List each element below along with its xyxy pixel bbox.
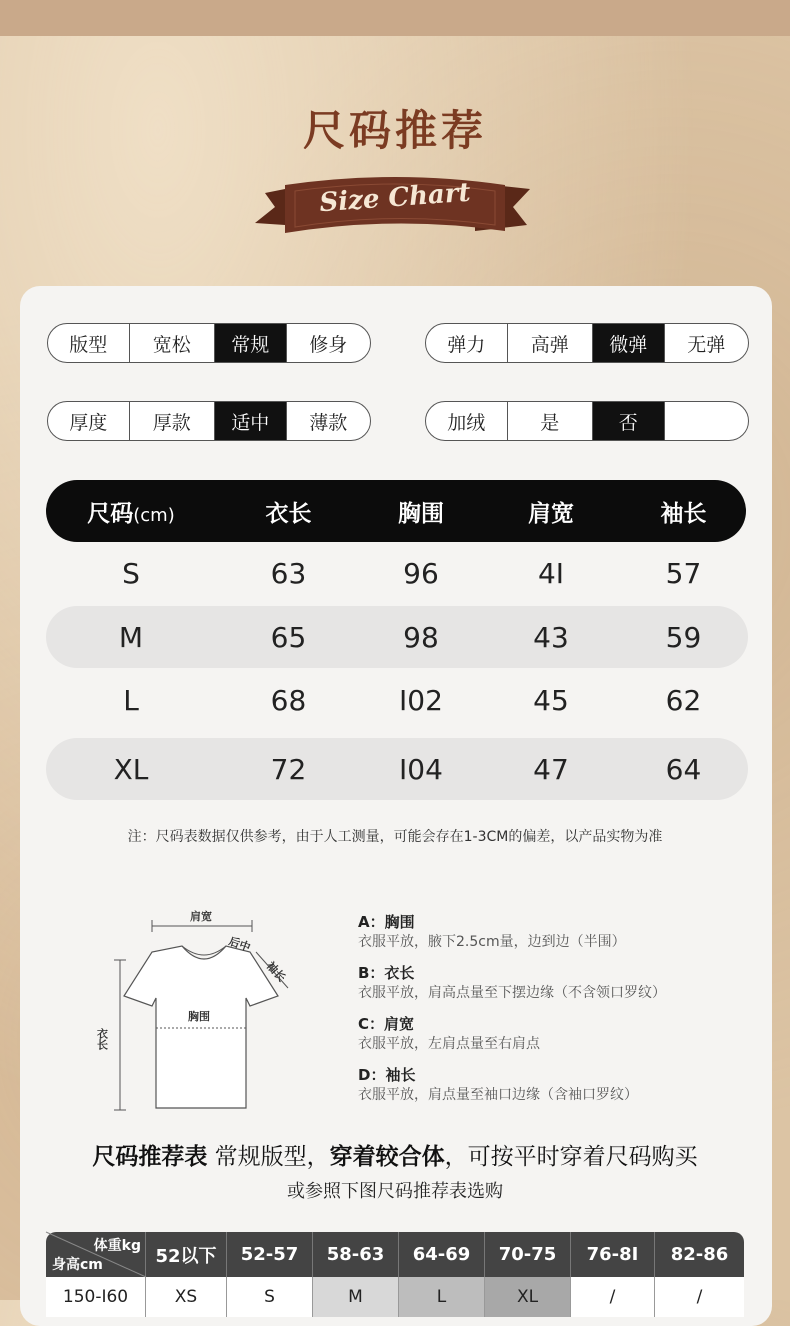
measure-item-shoulder: [358, 1014, 758, 1055]
attribute-thickness: [47, 401, 371, 441]
weight-range: 64-69: [399, 1232, 485, 1277]
cell-size: XL: [113, 752, 149, 786]
measurement-guide: [358, 912, 758, 1116]
option-high-stretch: 高弹: [508, 324, 593, 362]
label-shoulder: 肩宽: [190, 910, 212, 923]
cell-shoulder: 43: [533, 620, 569, 654]
recommendation-title: [0, 1138, 790, 1171]
header-sleeve: 袖长: [660, 500, 707, 527]
rec-size: /: [571, 1277, 655, 1317]
corner-weight-label: 体重kg: [93, 1238, 141, 1254]
rec-title-rest: 常规版型，: [207, 1144, 330, 1170]
measure-desc: 衣服平放，肩高点量至下摆边缘（不含领口罗纹）: [358, 985, 666, 1001]
measure-title: D：袖长: [358, 1066, 416, 1084]
cell-size: S: [122, 556, 140, 590]
option-empty: [665, 402, 748, 440]
measure-item-sleeve: [358, 1065, 758, 1106]
attribute-label: 弹力: [426, 324, 508, 362]
option-regular-selected: 常规: [215, 324, 287, 362]
measure-title: A：胸围: [358, 913, 415, 931]
label-chest: 胸围: [188, 1010, 210, 1023]
measure-title: C：肩宽: [358, 1015, 415, 1033]
recommendation-table: [46, 1232, 744, 1317]
cell-length: 72: [270, 752, 307, 786]
cell-size: L: [123, 683, 139, 717]
header-unit: (cm): [133, 504, 175, 526]
attribute-label: 版型: [48, 324, 130, 362]
cell-shoulder: 47: [533, 752, 569, 786]
rec-table-row: [46, 1277, 744, 1317]
ribbon-text: Size Chart: [318, 177, 472, 219]
cell-chest: I02: [399, 683, 443, 717]
weight-range: 82-86: [670, 1244, 729, 1265]
size-row-m: [46, 606, 748, 668]
rec-title-bold: 尺码推荐表: [92, 1144, 208, 1170]
page-title: 尺码推荐: [302, 106, 487, 155]
label-sleeve: 袖长: [263, 959, 289, 985]
rec-table-header: [46, 1232, 744, 1277]
rec-size: S: [227, 1277, 313, 1317]
measure-item-chest: [358, 912, 758, 953]
weight-range: 58-63: [313, 1232, 399, 1277]
label-length: 衣长: [95, 1028, 109, 1050]
cell-sleeve: 59: [665, 620, 702, 654]
cell-shoulder: 45: [533, 683, 569, 717]
option-yes: 是: [508, 402, 593, 440]
attribute-fleece: [425, 401, 749, 441]
cell-chest: I04: [399, 752, 443, 786]
weight-range: 52-57: [227, 1232, 313, 1277]
header-chest: 胸围: [398, 500, 444, 527]
option-no-stretch: 无弹: [687, 333, 726, 356]
disclaimer-note: 注：尺码表数据仅供参考，由于人工测量，可能会存在1-3CM的偏差，以产品实物为准: [127, 829, 663, 845]
cell-sleeve: 57: [665, 556, 702, 590]
header-size-label: 尺码: [87, 500, 134, 527]
weight-range: 70-75: [485, 1232, 571, 1277]
option-thick: 厚款: [130, 402, 215, 440]
label-back-center: 后中: [226, 934, 253, 955]
attribute-elasticity: [425, 323, 749, 363]
corner-height-label: 身高cm: [52, 1257, 103, 1273]
header-length: 衣长: [265, 500, 312, 527]
header-shoulder: 肩宽: [528, 500, 574, 527]
cell-shoulder: 4I: [537, 556, 565, 590]
attribute-label: 厚度: [48, 402, 130, 440]
size-table-header: [46, 480, 746, 542]
rec-size: L: [399, 1277, 485, 1317]
attribute-label: 加绒: [426, 402, 508, 440]
corner-cell: [46, 1232, 146, 1277]
rec-size: M: [313, 1277, 399, 1317]
measure-desc: 衣服平放，腋下2.5cm量，边到边（半围）: [358, 934, 626, 950]
cell-chest: 96: [403, 556, 439, 590]
header-size: [46, 495, 216, 528]
attribute-fit: [47, 323, 371, 363]
option-medium-selected: 适中: [215, 402, 287, 440]
option-thin: 薄款: [309, 411, 348, 434]
weight-range: 76-8I: [571, 1232, 655, 1277]
measure-item-length: [358, 963, 758, 1004]
cell-size: M: [118, 620, 144, 654]
cell-length: 65: [270, 620, 307, 654]
cell-sleeve: 62: [665, 683, 702, 717]
option-slight-stretch-selected: 微弹: [593, 324, 665, 362]
option-no-selected: 否: [593, 402, 665, 440]
option-slim: 修身: [309, 333, 348, 356]
height-range: 150-I60: [46, 1277, 146, 1317]
measure-desc: 衣服平放，肩点量至袖口边缘（含袖口罗纹）: [358, 1087, 638, 1103]
cell-length: 68: [270, 683, 307, 717]
rec-title-rest2: ，可按平时穿着尺码购买: [444, 1144, 698, 1170]
recommendation-subtitle: 或参照下图尺码推荐表选购: [287, 1181, 503, 1202]
option-loose: 宽松: [130, 324, 215, 362]
size-row-xl: [46, 738, 748, 800]
tshirt-diagram: [95, 900, 310, 1120]
measure-desc: 衣服平放，左肩点量至右肩点: [358, 1036, 540, 1052]
cell-sleeve: 64: [665, 752, 702, 786]
size-row-s: [46, 542, 748, 604]
weight-range: 52以下: [146, 1232, 227, 1277]
rec-size: /: [696, 1287, 703, 1307]
cell-length: 63: [270, 556, 307, 590]
cell-chest: 98: [403, 620, 439, 654]
rec-title-bold2: 穿着较合体: [329, 1144, 445, 1170]
top-decorative-strip: [0, 0, 790, 36]
rec-size: XL: [485, 1277, 571, 1317]
measure-title: B：衣长: [358, 964, 415, 982]
size-row-l: [46, 669, 748, 731]
rec-size: XS: [146, 1277, 227, 1317]
